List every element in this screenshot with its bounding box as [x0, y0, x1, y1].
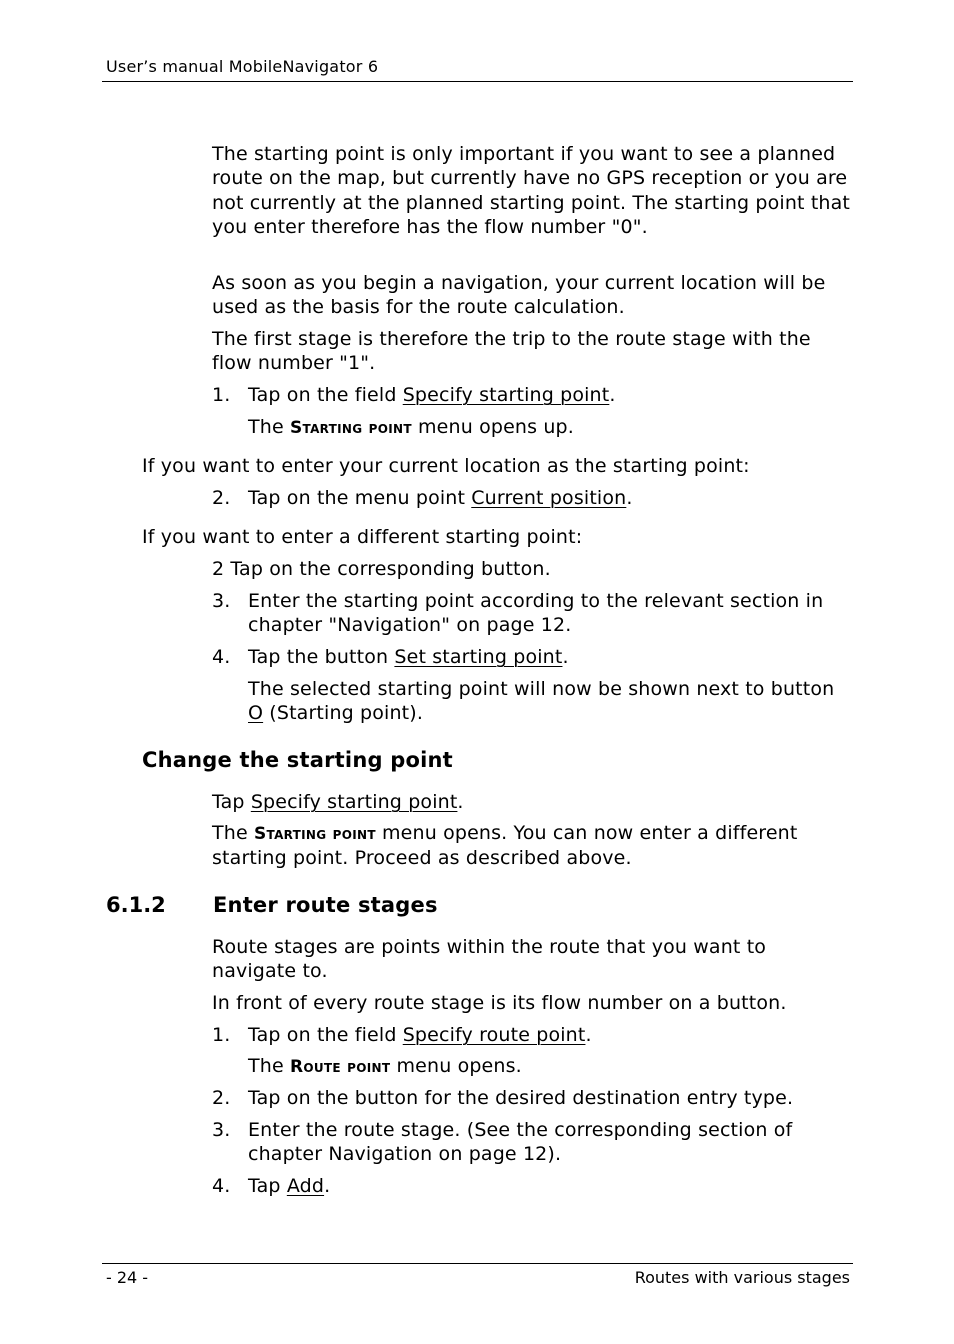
section-number: 6.1.2	[106, 893, 166, 917]
step-number: 2.	[212, 487, 231, 509]
footer-rule	[102, 1263, 853, 1264]
step-text-prefix: Tap on the field	[248, 1024, 403, 1046]
paragraph-navigation-location: As soon as you begin a navigation, your current location will be used as the basis for the route calculation.	[212, 272, 826, 319]
step-number: 3.	[212, 1119, 231, 1141]
step-text	[248, 1174, 852, 1198]
paragraph-route-stages-definition: Route stages are points within the route that you want to navigate to.	[212, 936, 767, 983]
result-prefix: The selected starting point will now be shown next to button	[248, 678, 835, 700]
step-text-prefix: Tap	[248, 1175, 287, 1197]
step-text	[248, 645, 852, 669]
specify-starting-point-link[interactable]: Specify starting point	[402, 384, 610, 406]
header-rule	[102, 81, 853, 82]
result-suffix: (Starting point).	[263, 702, 424, 725]
specify-route-point-link[interactable]: Specify route point	[402, 1024, 586, 1046]
step-text	[248, 1023, 852, 1047]
paragraph-current-location: If you want to enter your current location as the starting point:	[142, 455, 750, 477]
page-number: - 24 -	[106, 1268, 149, 1287]
step-number: 1.	[212, 1024, 231, 1046]
paragraph-different-starting-point: If you want to enter a different starting point:	[142, 526, 583, 548]
add-link[interactable]: Add	[286, 1175, 325, 1197]
heading-change-starting-point: Change the starting point	[142, 748, 453, 772]
paragraph-tap-specify	[212, 790, 852, 814]
step-1-result	[248, 415, 852, 440]
route-step-1-result	[248, 1054, 852, 1079]
step-4-result	[248, 677, 852, 726]
paragraph-first-stage: The first stage is therefore the trip to the route stage with the flow number "1".	[212, 328, 811, 375]
current-position-link[interactable]: Current position	[471, 487, 627, 509]
step-text-suffix: .	[562, 646, 569, 668]
result-prefix: The	[248, 416, 290, 438]
section-title: Enter route stages	[213, 893, 438, 917]
specify-starting-point-link[interactable]: Specify starting point	[250, 791, 458, 813]
route-point-menu-name: Route point	[289, 1057, 391, 1077]
step-number: 1.	[212, 384, 231, 406]
paragraph-flow-number: In front of every route stage is its flow number on a button.	[212, 992, 787, 1014]
set-starting-point-link[interactable]: Set starting point	[394, 646, 563, 668]
step-text	[248, 486, 852, 510]
text-prefix: Tap	[212, 791, 251, 813]
step-text-suffix: .	[585, 1024, 592, 1046]
o-button-link[interactable]: O	[248, 702, 264, 725]
text-prefix: The	[212, 822, 254, 844]
paragraph-menu-opens	[212, 821, 852, 871]
running-header: User’s manual MobileNavigator 6	[106, 57, 379, 76]
step-text: Enter the route stage. (See the corresponding section of chapter Navigation on page 12).	[248, 1119, 793, 1166]
footer-section-title: Routes with various stages	[634, 1268, 850, 1287]
step-text-prefix: Tap on the menu point	[248, 487, 472, 509]
starting-point-menu-name: Starting point	[289, 418, 412, 438]
result-suffix: menu opens.	[390, 1055, 522, 1077]
text-suffix: menu opens. You can now enter a different starting point. Proceed as described above.	[212, 822, 798, 870]
paragraph-tap-corresponding-button: 2 Tap on the corresponding button.	[212, 558, 551, 580]
step-text-prefix: Tap on the field	[248, 384, 403, 406]
step-text-suffix: .	[324, 1175, 331, 1197]
step-text	[248, 383, 852, 407]
step-text: Tap on the button for the desired destination entry type.	[248, 1087, 794, 1109]
text-suffix: .	[457, 791, 464, 813]
step-text-suffix: .	[609, 384, 616, 406]
paragraph-starting-point-info: The starting point is only important if you want to see a planned route on the map, but currently have no GPS reception or you are not currently at the planned starting point. The starting point that you enter therefore has the flow number "0".	[212, 143, 851, 238]
result-suffix: menu opens up.	[411, 416, 574, 438]
step-number: 4.	[212, 1175, 231, 1197]
step-text-suffix: .	[626, 487, 633, 509]
step-number: 3.	[212, 590, 231, 612]
step-text-prefix: Tap the button	[248, 646, 395, 668]
step-text: Enter the starting point according to the relevant section in chapter "Navigation" on page 12.	[248, 590, 824, 637]
result-prefix: The	[248, 1055, 290, 1077]
step-number: 4.	[212, 646, 231, 668]
starting-point-menu-name: Starting point	[253, 824, 376, 844]
step-number: 2.	[212, 1087, 231, 1109]
